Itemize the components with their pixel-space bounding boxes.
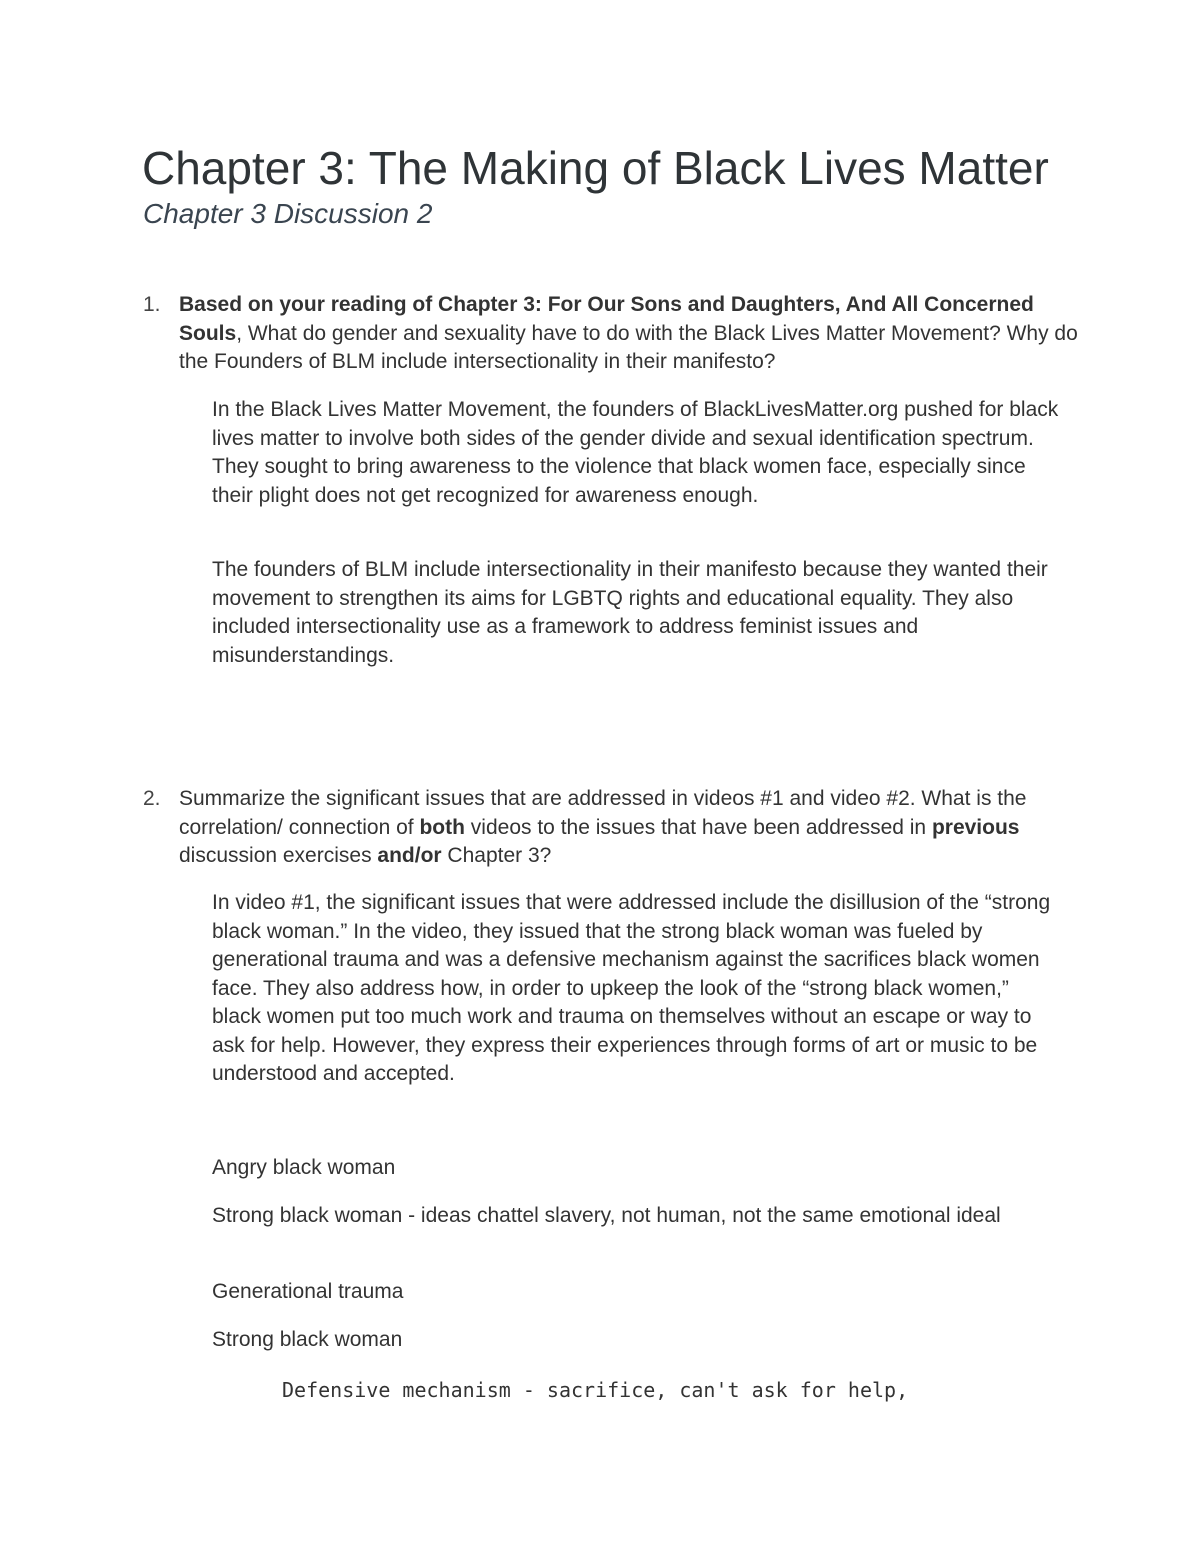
question-2-text [179,785,1079,871]
page-subtitle: Chapter 3 Discussion 2 [143,198,433,229]
question-2-part-4: Chapter 3? [441,844,552,867]
question-2-number: 2. [143,787,161,810]
question-2-part-1: Summarize the significant issues that are addressed in videos #1 and video #2. What is the correlation/ connection of [179,787,1027,839]
question-1-number: 1. [143,293,161,316]
question-2-bold-3: and/or [377,844,442,867]
question-2-bold-1: both [419,815,465,839]
question-1-answer-1: In the Black Lives Matter Movement, the founders of BlackLivesMatter.org pushed for black lives matter to involve both sides of the gender divide and sexual identification spectrum. They sought to bring awareness to the violence that black women face, especially since their plight does not get recognized for awareness enough. [212,398,1059,507]
page-title: Chapter 3: The Making of Black Lives Matter [142,142,1049,194]
note-strong-black-woman-ideas: Strong black woman - ideas chattel slavery, not human, not the same emotional ideal [212,1204,1001,1227]
note-strong-black-woman: Strong black woman [212,1328,403,1351]
question-1-rest: , What do gender and sexuality have to do with the Black Lives Matter Movement? Why do the Founders of BLM include intersectionality in their manifesto? [179,321,1078,373]
question-1-bold-lead: Based on your reading of Chapter 3: For Our Sons and Daughters, And All Concerned Souls [179,293,1034,345]
question-2-bold-2: previous [931,815,1020,839]
question-2-part-3: discussion exercises [179,844,378,867]
question-1-answer-2: The founders of BLM include intersectionality in their manifesto because they wanted their movement to strengthen its aims for LGBTQ rights and educational equality. They also included intersectionality use as a framework to address feminist issues and misunderstandings. [212,558,1048,667]
note-angry-black-woman: Angry black woman [212,1156,396,1179]
question-2-answer: In video #1, the significant issues that were addressed include the disillusion of the “strong black woman.” In the video, they issued that the strong black woman was fueled by generational trauma and was a defensive mechanism against the sacrifices black women face. They also address how, in order to upkeep the look of the “strong black women,” black women put too much work and trauma on themselves without an escape or way to ask for help. However, they express their experiences through forms of art or music to be understood and accepted. [212,891,1051,1085]
note-generational-trauma: Generational trauma [212,1280,404,1303]
question-2-part-2: videos to the issues that have been addressed in [464,815,932,839]
note-defensive-mechanism: Defensive mechanism - sacrifice, can't ask for help, [282,1378,909,1402]
question-1-text [179,291,1079,377]
